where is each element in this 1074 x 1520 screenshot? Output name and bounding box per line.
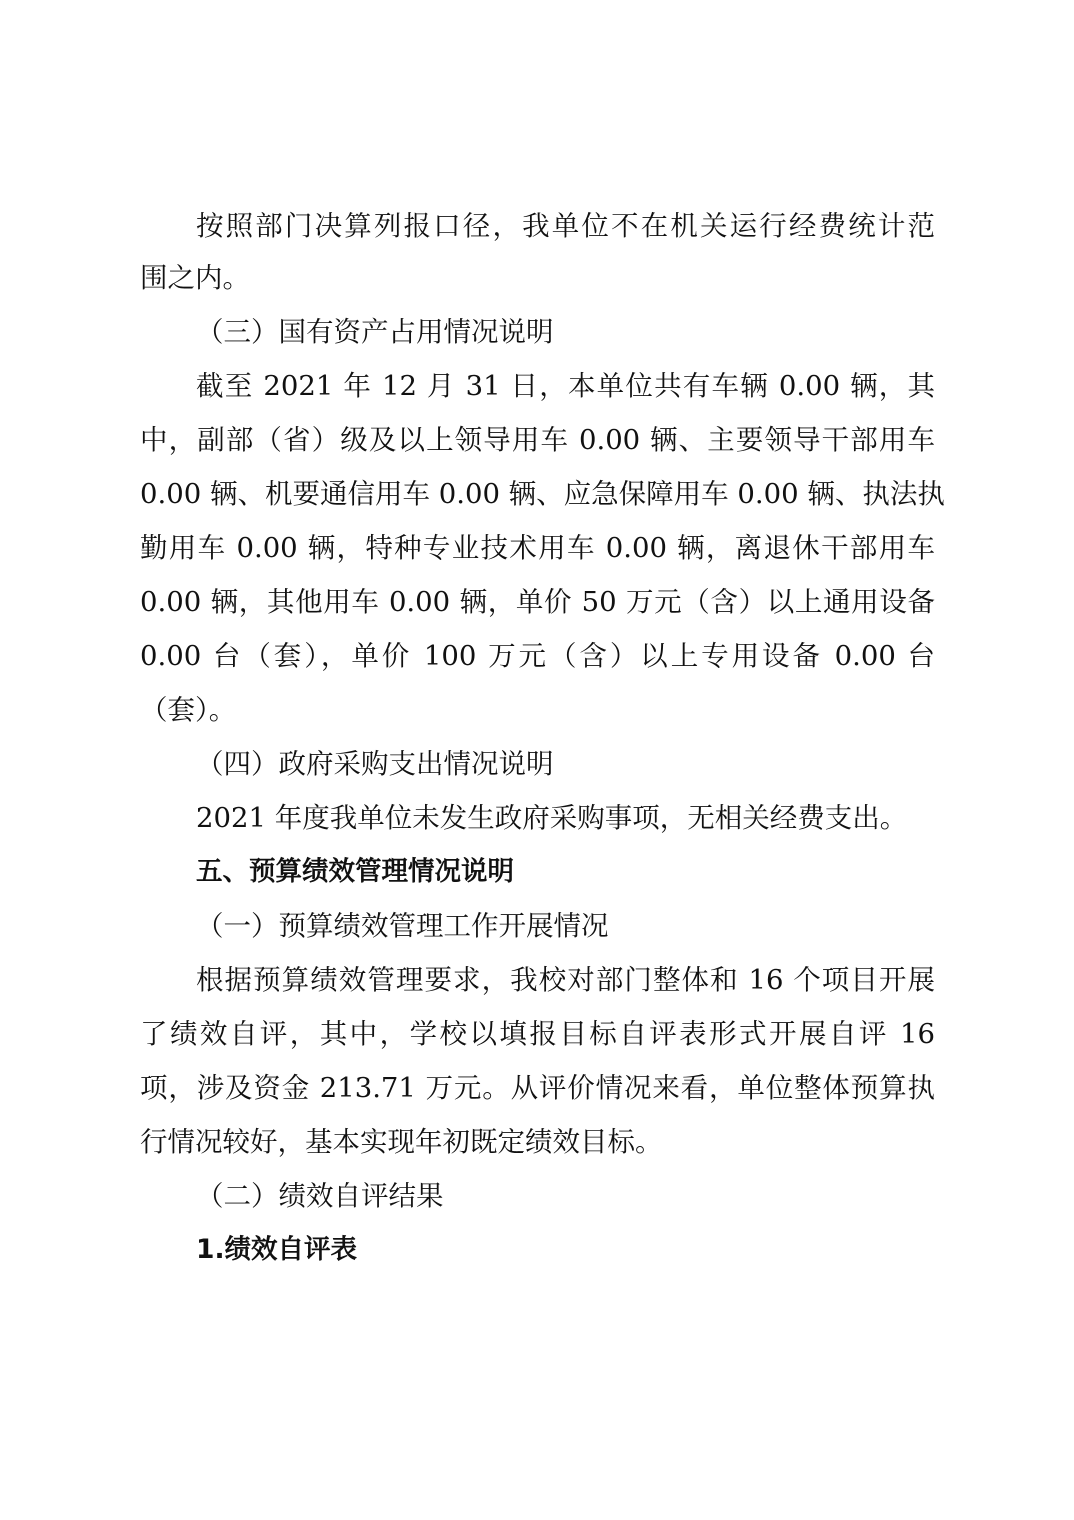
paragraph-line: 项，涉及资金 213.71 万元。从评价情况来看，单位整体预算执 (140, 1072, 935, 1104)
paragraph-line: 围之内。 (140, 262, 250, 294)
section-heading-performance: 五、预算绩效管理情况说明 (196, 856, 514, 887)
paragraph-line: （套）。 (140, 694, 237, 726)
paragraph-line: 2021 年度我单位未发生政府采购事项，无相关经费支出。 (196, 802, 908, 834)
paragraph-line: 截至 2021 年 12 月 31 日，本单位共有车辆 0.00 辆，其 (196, 370, 935, 402)
paragraph-line: 中，副部（省）级及以上领导用车 0.00 辆、主要领导干部用车 (140, 424, 935, 456)
paragraph-line: 0.00 台（套），单价 100 万元（含）以上专用设备 0.00 台 (140, 640, 935, 672)
paragraph-line: 0.00 辆、机要通信用车 0.00 辆、应急保障用车 0.00 辆、执法执 (140, 478, 945, 510)
paragraph-line: 根据预算绩效管理要求，我校对部门整体和 16 个项目开展 (196, 964, 935, 996)
paragraph-line: 行情况较好，基本实现年初既定绩效目标。 (140, 1126, 663, 1158)
paragraph-line: 0.00 辆，其他用车 0.00 辆，单价 50 万元（含）以上通用设备 (140, 586, 935, 618)
paragraph-line: 勤用车 0.00 辆，特种专业技术用车 0.00 辆，离退休干部用车 (140, 532, 935, 564)
subheading-procurement: （四）政府采购支出情况说明 (196, 748, 554, 780)
paragraph-line: 了绩效自评，其中，学校以填报目标自评表形式开展自评 16 (140, 1018, 935, 1050)
subheading-performance-work: （一）预算绩效管理工作开展情况 (196, 910, 609, 942)
paragraph-line: 按照部门决算列报口径，我单位不在机关运行经费统计范 (196, 210, 935, 242)
subheading-assets: （三）国有资产占用情况说明 (196, 316, 554, 348)
item-heading-self-evaluation-table: 1.绩效自评表 (196, 1234, 358, 1265)
subheading-self-evaluation-results: （二）绩效自评结果 (196, 1180, 444, 1212)
